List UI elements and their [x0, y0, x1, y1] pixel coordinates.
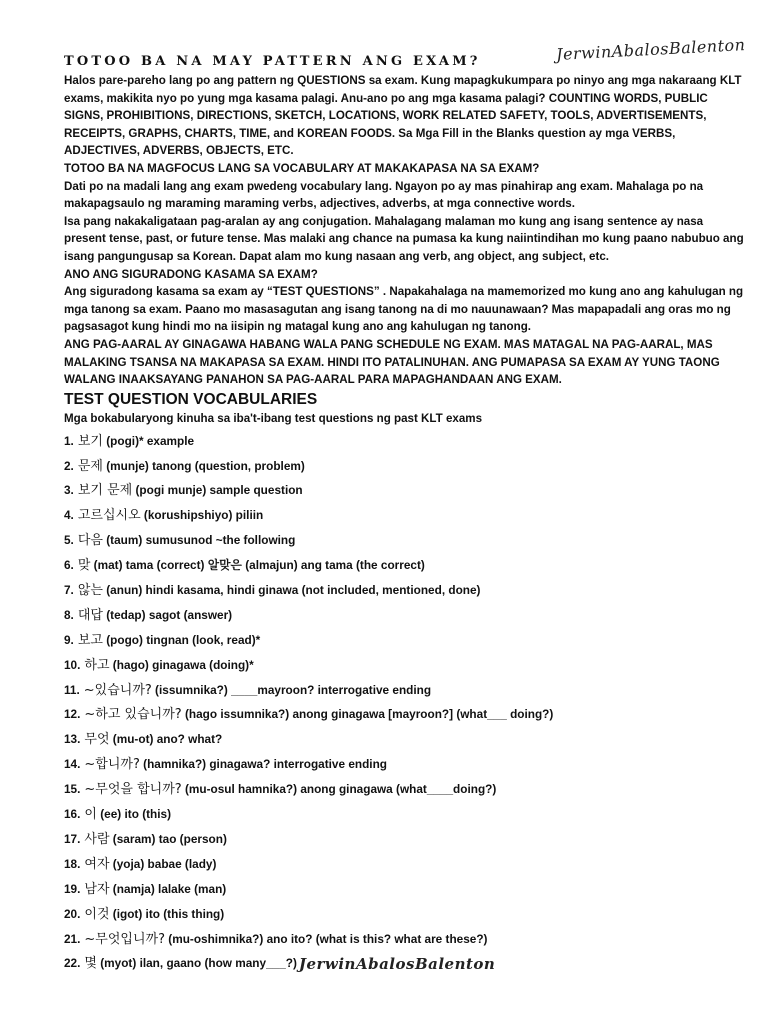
vocab-definition: (hago) ginagawa (doing)* — [109, 657, 254, 672]
vocab-item — [64, 603, 744, 628]
vocab-korean: 남자 — [84, 881, 110, 897]
vocab-number: 21. — [64, 931, 81, 946]
vocab-definition: (korushipshiyo) piliin — [140, 508, 264, 523]
vocab-korean: 고르십시오 — [77, 508, 141, 524]
vocab-number: 19. — [64, 881, 81, 896]
vocab-item — [64, 852, 744, 877]
vocab-definition: (pogo) tingnan (look, read)* — [102, 632, 261, 647]
vocab-number: 22. — [64, 956, 81, 971]
vocab-korean: 무엇 — [84, 732, 110, 748]
vocab-number: 20. — [64, 906, 81, 921]
vocab-korean: ~하고 있습니까? — [84, 707, 182, 723]
vocab-item — [64, 553, 744, 578]
vocab-number: 15. — [64, 782, 81, 797]
vocab-definition: (mu-oshimnika?) ano ito? (what is this? what are these?) — [165, 931, 488, 946]
vocab-korean: 다음 — [77, 533, 103, 549]
vocab-korean: ~무엇입니까? — [84, 931, 165, 947]
vocab-definition: (mat) tama (correct) 알맞은 (almajun) ang tama (the correct) — [90, 558, 425, 573]
vocab-korean: 사람 — [84, 831, 110, 847]
vocab-item — [64, 702, 744, 727]
vocab-definition: (ee) ito (this) — [96, 807, 172, 822]
vocab-number: 2. — [64, 458, 74, 473]
page-title: TOTOO BA NA MAY PATTERN ANG EXAM? — [64, 54, 481, 69]
vocab-definition: (issumnika?) ____mayroon? interrogative ending — [151, 682, 432, 697]
vocab-definition: (tedap) sagot (answer) — [102, 607, 233, 622]
vocab-definition: (taum) sumusunod ~the following — [102, 533, 296, 548]
conjugation-paragraph: Isa pang nakakaligataan pag-aralan ay ang conjugation. Mahalagang malaman mo kung ang isang sentence ay nasa present tense, past, or future tense. Mas malaki ang chance na pumasa ka kung naiintindihan mo kung paano nabubuo ang isang pangungusap sa Korean. Dapat alam mo kung nasaan ang verb, ang object, ang subject, etc. — [64, 214, 744, 263]
signature-bottom: JerwinAbalosBalenton — [298, 955, 496, 974]
vocab-number: 10. — [64, 657, 81, 672]
vocab-number: 18. — [64, 856, 81, 871]
intro-paragraph: Halos pare-pareho lang po ang pattern ng QUESTIONS sa exam. Kung mapagkukumpara po ninyo ang mga nakaraang KLT exams, makikita nyo po yung mga kasama palagi. Anu-ano po ang mga kasama palagi? COUNTING WORDS, PUBLIC SIGNS, PROHIBITIONS, DIRECTIONS, SKETCH, LOCATIONS, WORK RELATED SAFETY, TOOLS, ADVERTISEMENTS, RECEIPTS, GRAPHS, CHARTS, TIME, and KOREAN FOODS. Sa Mga Fill in the Blanks question ay mga VERBS, ADJECTIVES, ADVERBS, OBJECTS, ETC. — [64, 74, 742, 158]
vocab-definition: (munje) tanong (question, problem) — [102, 458, 305, 473]
vocab-item — [64, 877, 744, 902]
vocab-korean: 이것 — [84, 906, 110, 922]
vocab-number: 9. — [64, 632, 74, 647]
vocab-item — [64, 628, 744, 653]
vocabulary-paragraph: Dati po na madali lang ang exam pwedeng vocabulary lang. Ngayon po ay mas pinahirap ang exam. Mahalaga po na makapagsaulo ng maraming maraming verbs, adjectives, adverbs, at mga connective words. — [64, 179, 704, 211]
vocab-korean: 보기 문제 — [77, 483, 133, 499]
test-questions-paragraph: Ang siguradong kasama sa exam ay “TEST QUESTIONS” . Napakahalaga na mamemorized mo kung ano ang kahulugan ng mga tanong sa exam. Paano mo masasagutan ang isang tanong na di mo nauunawaan? Mas mapapadali ang oras mo ng pagsasagot kung hindi mo na iisipin ng matagal kung ano ang kahulugan ng tanong. — [64, 285, 744, 334]
vocab-item — [64, 678, 744, 703]
vocab-korean: 여자 — [84, 856, 110, 872]
section-subtitle: Mga bokabularyong kinuha sa iba't-ibang test questions ng past KLT exams — [64, 411, 483, 425]
vocab-number: 14. — [64, 757, 81, 772]
vocab-number: 13. — [64, 732, 81, 747]
vocab-item — [64, 927, 744, 952]
vocab-definition: (anun) hindi kasama, hindi ginawa (not included, mentioned, done) — [102, 583, 481, 598]
vocab-definition: (pogi munje) sample question — [132, 483, 303, 498]
vocab-korean: 하고 — [84, 657, 110, 673]
vocab-definition: (myot) ilan, gaano (how many___?) — [96, 956, 297, 971]
vocab-korean: 문제 — [77, 458, 103, 474]
question-heading-vocabulary: TOTOO BA NA MAGFOCUS LANG SA VOCABULARY AT MAKAKAPASA NA SA EXAM? — [64, 161, 540, 175]
vocab-number: 8. — [64, 607, 74, 622]
vocab-item — [64, 802, 744, 827]
vocab-korean: 보기 — [77, 433, 103, 449]
vocab-item — [64, 503, 744, 528]
vocab-definition: (hamnika?) ginagawa? interrogative ending — [139, 757, 387, 772]
vocab-korean: 몇 — [84, 956, 97, 972]
vocab-definition: (pogi)* example — [102, 433, 195, 448]
vocab-item — [64, 827, 744, 852]
vocab-definition: (yoja) babae (lady) — [109, 856, 217, 871]
vocab-number: 4. — [64, 508, 74, 523]
vocab-item — [64, 653, 744, 678]
vocab-number: 11. — [64, 682, 80, 697]
section-title: TEST QUESTION VOCABULARIES — [64, 390, 318, 408]
document-page — [64, 46, 744, 976]
vocab-korean: ~합니까? — [84, 757, 140, 773]
vocab-number: 12. — [64, 707, 81, 722]
question-heading-sure: ANO ANG SIGURADONG KASAMA SA EXAM? — [64, 267, 318, 281]
vocab-item — [64, 478, 744, 503]
vocab-korean: ~있습니까? — [83, 682, 152, 698]
vocab-korean: 이 — [84, 807, 97, 823]
vocab-korean: 보고 — [77, 632, 103, 648]
vocab-item — [64, 902, 744, 927]
vocab-definition: (saram) tao (person) — [109, 831, 227, 846]
vocab-item — [64, 578, 744, 603]
vocab-definition: (igot) ito (this thing) — [109, 906, 225, 921]
vocab-item — [64, 752, 744, 777]
vocab-item — [64, 951, 744, 976]
vocab-number: 7. — [64, 583, 74, 598]
vocab-definition: (mu-ot) ano? what? — [109, 732, 223, 747]
vocab-number: 17. — [64, 831, 81, 846]
signature-top: JerwinAbalosBalenton — [555, 35, 746, 64]
vocab-number: 6. — [64, 558, 74, 573]
vocab-number: 1. — [64, 433, 74, 448]
vocab-definition: (mu-osul hamnika?) anong ginagawa (what____doing?) — [181, 782, 497, 797]
vocab-number: 5. — [64, 533, 74, 548]
vocabulary-list — [64, 429, 744, 977]
vocab-definition: (namja) lalake (man) — [109, 881, 227, 896]
vocab-number: 3. — [64, 483, 74, 498]
vocab-korean: 맞 — [77, 558, 91, 574]
vocab-korean: ~무엇을 합니까? — [84, 782, 182, 798]
vocab-korean: 대답 — [77, 607, 103, 623]
vocab-definition: (hago issumnika?) anong ginagawa [mayroon?] (what___ doing?) — [181, 707, 554, 722]
vocab-item — [64, 777, 744, 802]
vocab-item — [64, 528, 744, 553]
study-advice-paragraph: ANG PAG-AARAL AY GINAGAWA HABANG WALA PANG SCHEDULE NG EXAM. MAS MATAGAL NA PAG-AARAL, MAS MALAKING TSANSA NA MAKAPASA SA EXAM. HINDI ITO PATALINUHAN. ANG PUMAPASA SA EXAM AY YUNG TAONG WALANG INAAKSAYANG PANAHON SA PAG-AARAL PARA MAPAGHANDAAN ANG EXAM. — [64, 337, 720, 387]
vocab-korean: 않는 — [77, 583, 103, 599]
vocab-item — [64, 727, 744, 752]
vocab-item — [64, 454, 744, 479]
vocab-number: 16. — [64, 807, 81, 822]
vocab-item — [64, 429, 744, 454]
